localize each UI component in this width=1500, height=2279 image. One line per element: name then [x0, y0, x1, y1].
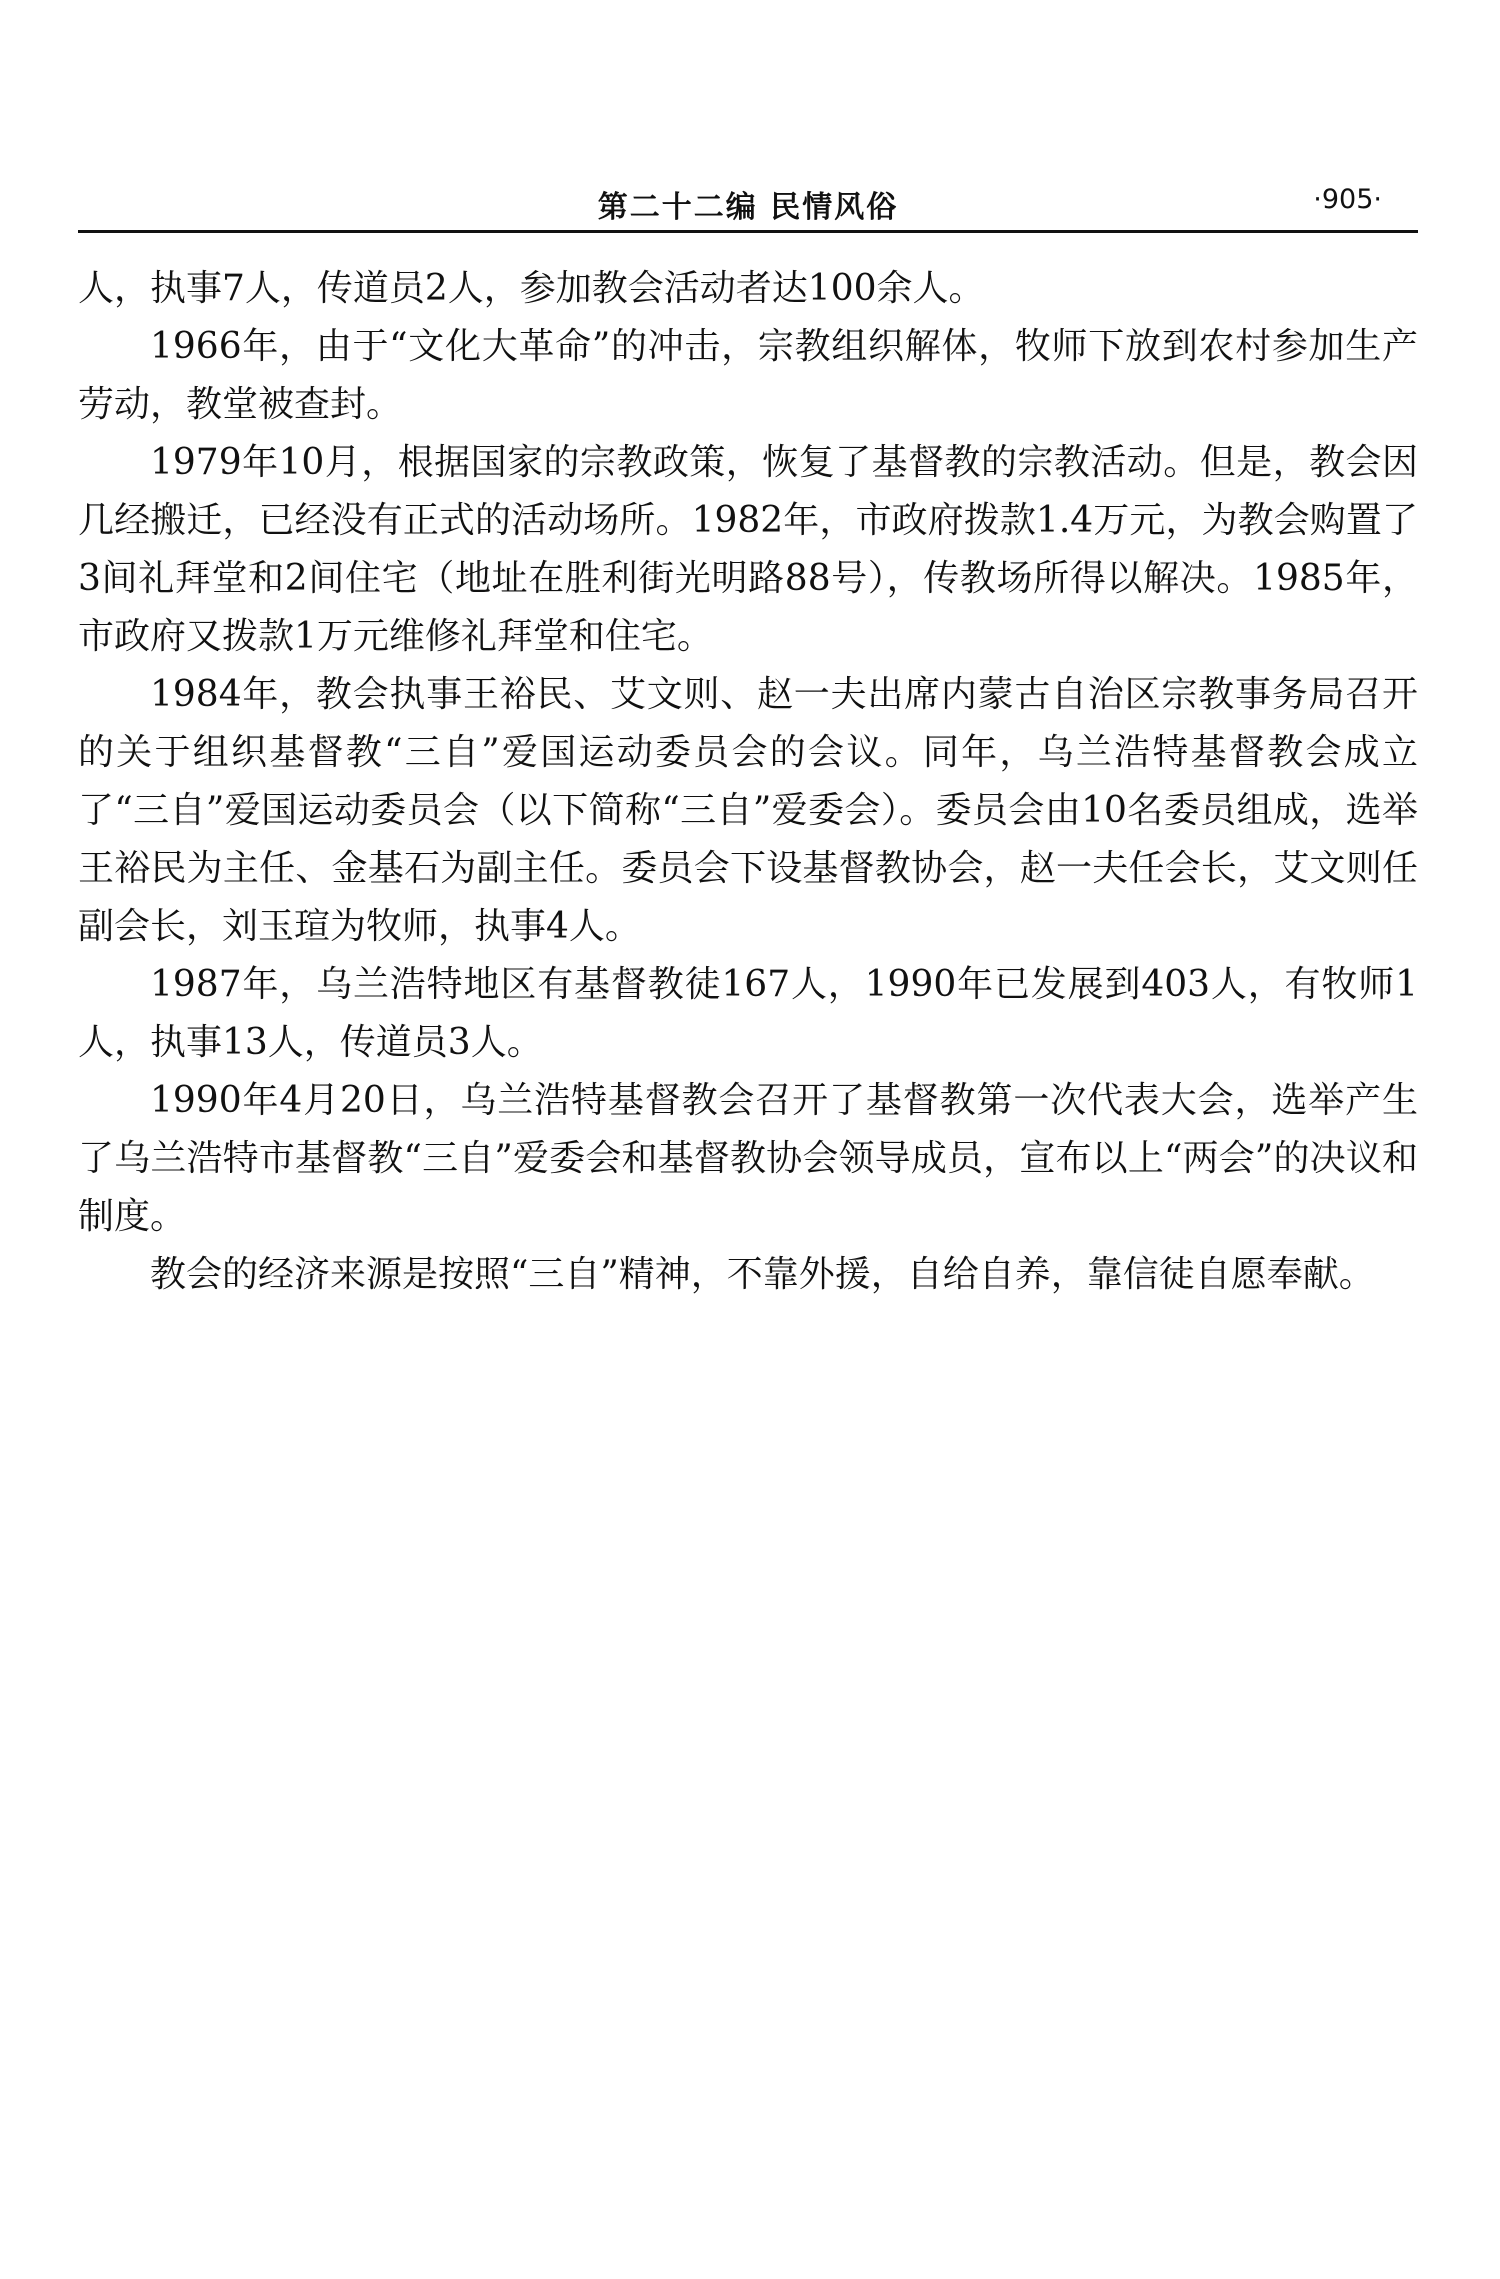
body-text — [78, 260, 1418, 1304]
paragraph-1987: 1987年，乌兰浩特地区有基督教徒167人，1990年已发展到403人，有牧师1人，执事13人，传道员3人。 — [78, 964, 1418, 1063]
paragraph-1979: 1979年10月，根据国家的宗教政策，恢复了基督教的宗教活动。但是，教会因几经搬迁，已经没有正式的活动场所。1982年，市政府拨款1.4万元，为教会购置了3间礼拜堂和2间住宅（地址在胜利街光明路88号），传教场所得以解决。1985年，市政府又拨款1万元维修礼拜堂和住宅。 — [78, 442, 1418, 657]
paragraph-1984: 1984年，教会执事王裕民、艾文则、赵一夫出席内蒙古自治区宗教事务局召开的关于组织基督教“三自”爱国运动委员会的会议。同年，乌兰浩特基督教会成立了“三自”爱国运动委员会（以下简称“三自”爱委会）。委员会由10名委员组成，选举王裕民为主任、金基石为副主任。委员会下设基督教协会，赵一夫任会长，艾文则任副会长，刘玉瑄为牧师，执事4人。 — [78, 674, 1418, 947]
paragraph-1966: 1966年，由于“文化大革命”的冲击，宗教组织解体，牧师下放到农村参加生产劳动，教堂被查封。 — [78, 326, 1418, 425]
page-number: ·905· — [1313, 184, 1382, 215]
section-title: 第二十二编 民情风俗 — [597, 190, 899, 225]
page-header — [78, 176, 1418, 233]
paragraph-continuation: 人，执事7人，传道员2人，参加教会活动者达100余人。 — [78, 268, 985, 309]
paragraph-funding: 教会的经济来源是按照“三自”精神，不靠外援，自给自养，靠信徒自愿奉献。 — [150, 1254, 1375, 1295]
paragraph-1990: 1990年4月20日，乌兰浩特基督教会召开了基督教第一次代表大会，选举产生了乌兰浩特市基督教“三自”爱委会和基督教协会领导成员，宣布以上“两会”的决议和制度。 — [78, 1080, 1418, 1237]
